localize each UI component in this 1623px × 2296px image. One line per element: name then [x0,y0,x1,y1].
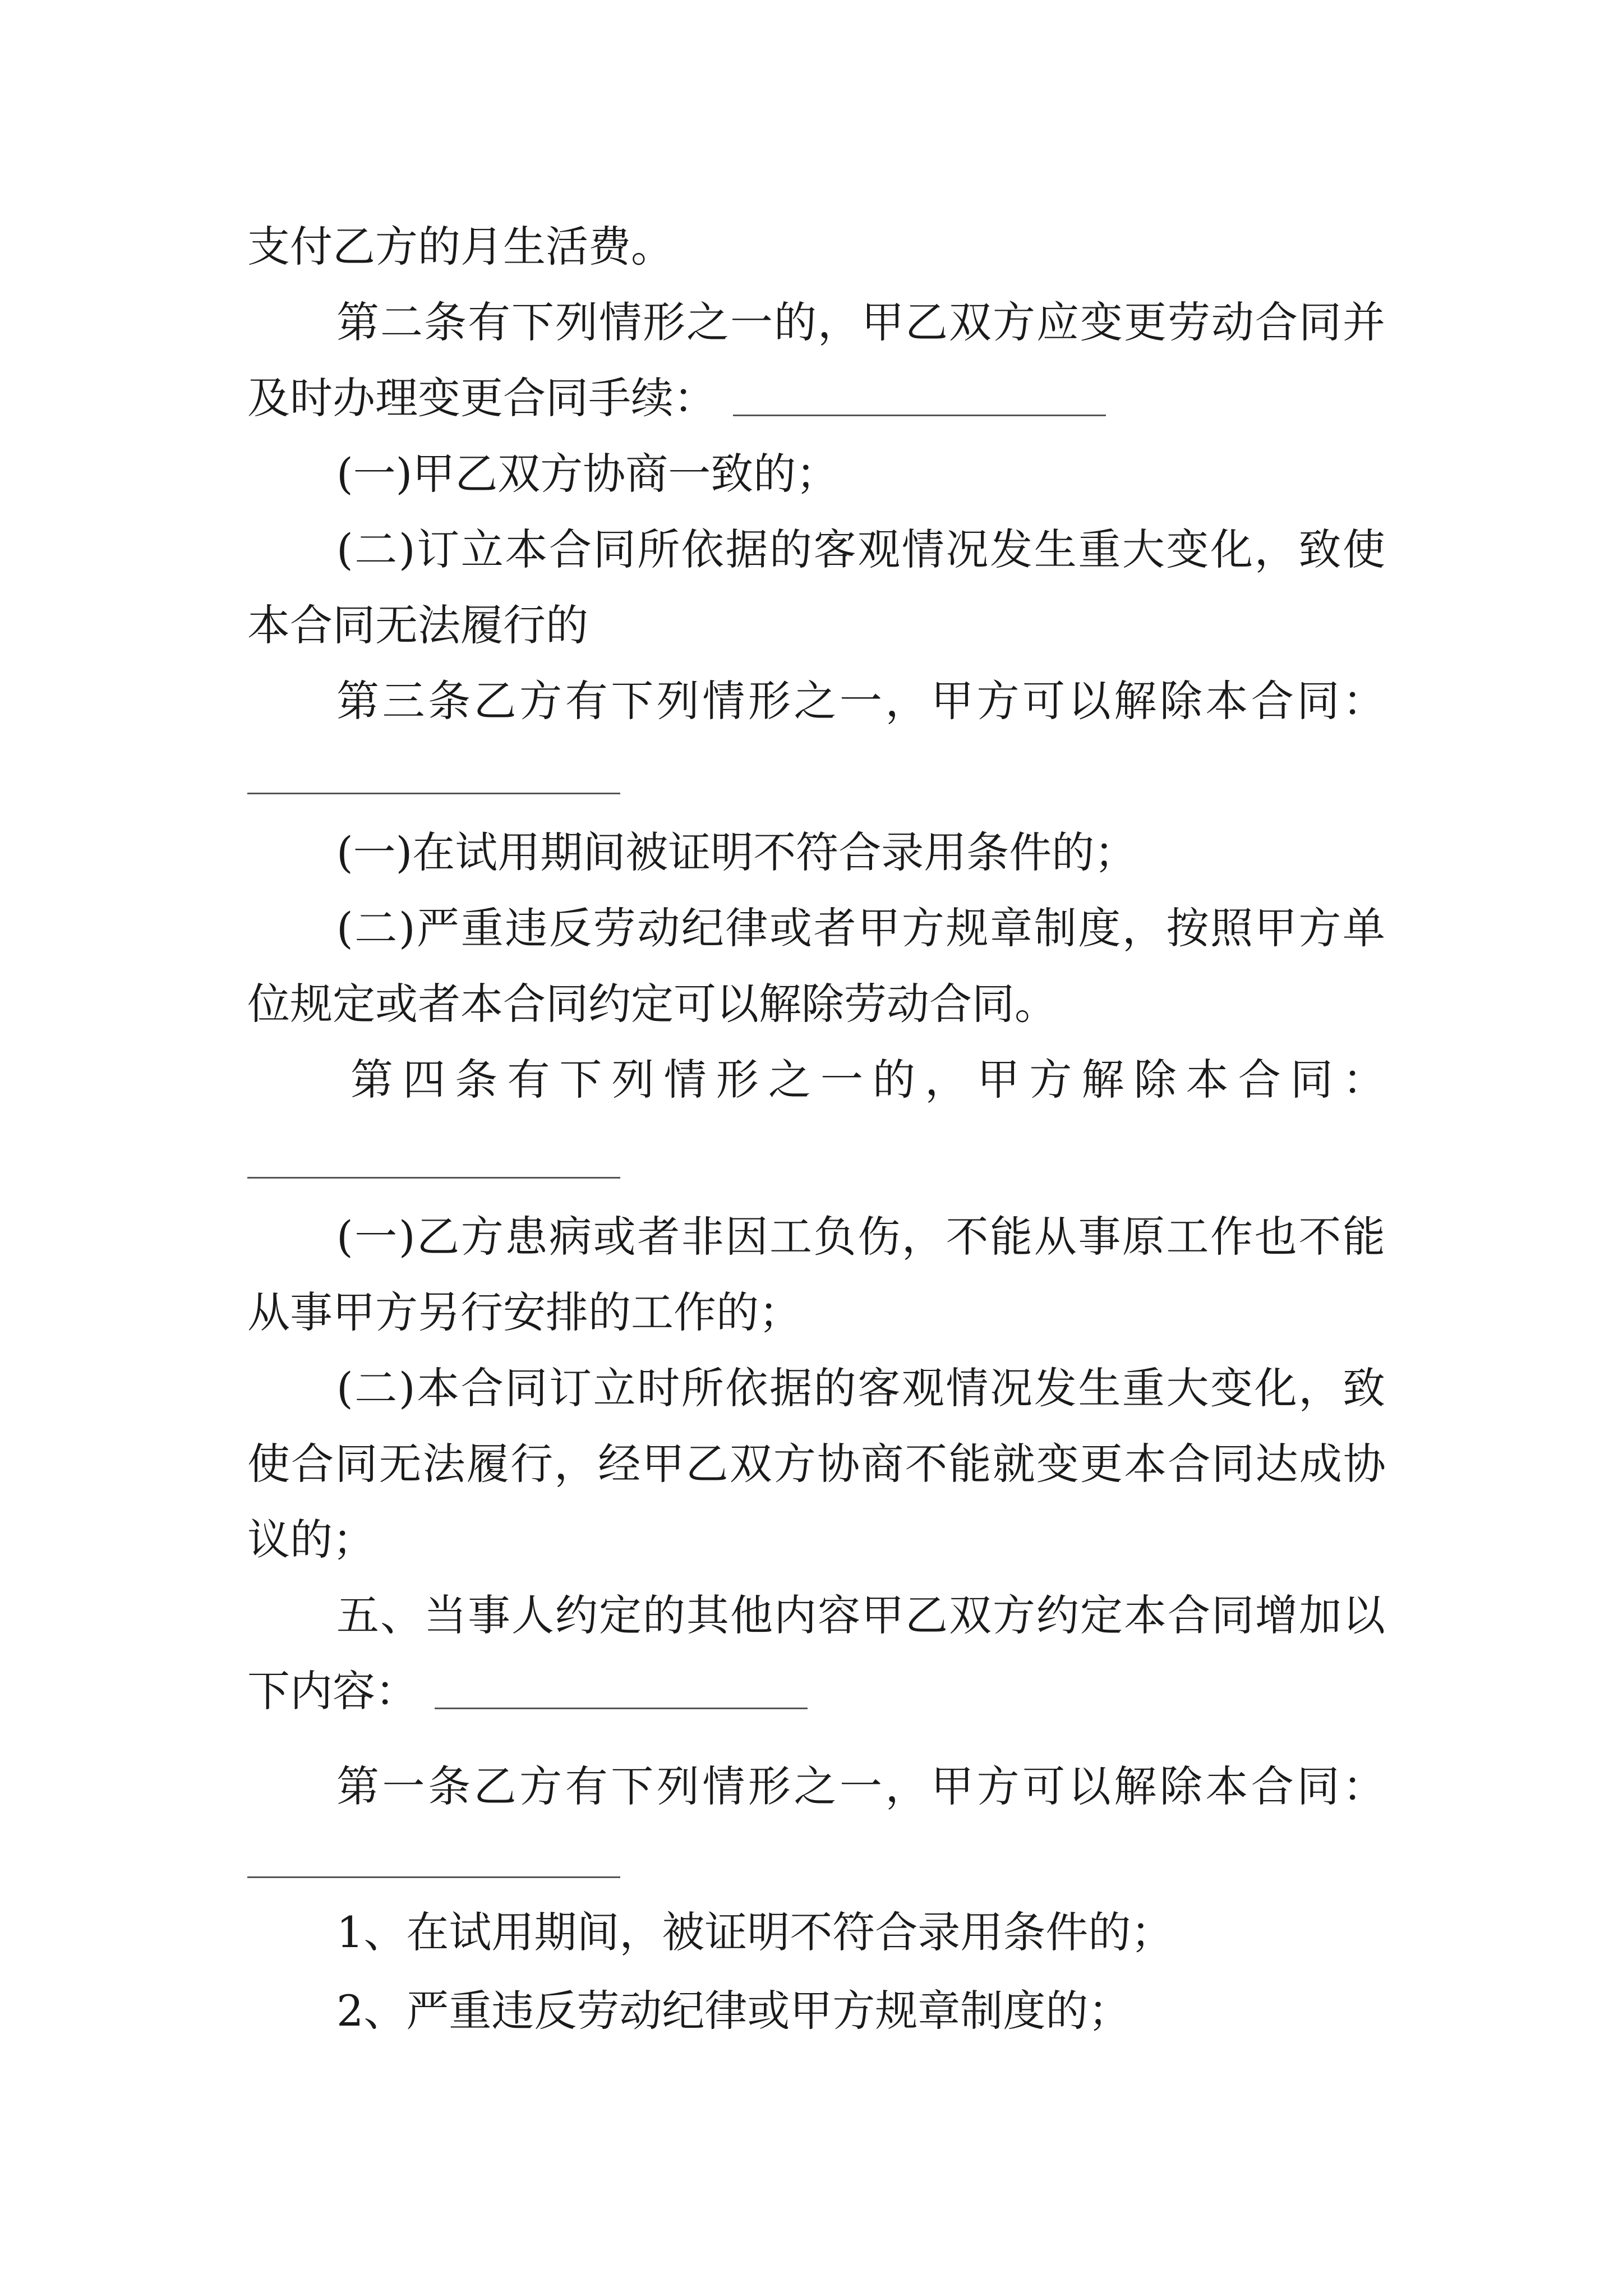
fill-in-blank [247,1876,620,1878]
paragraph-line: 支付乙方的月生活费。 [247,222,674,272]
article-heading: 第四条有下列情形之一的，甲方解除本合同： [351,1055,1385,1105]
paragraph-line: 使合同无法履行，经甲乙双方协商不能就变更本合同达成协 [247,1439,1386,1489]
fill-in-blank [247,793,620,794]
list-item: (二)严重违反劳动纪律或者甲方规章制度，按照甲方单 [336,903,1385,953]
list-item: 1、在试用期间，被证明不符合录用条件的； [336,1907,1174,1957]
list-item: (二)本合同订立时所依据的客观情况发生重大变化，致 [336,1363,1385,1413]
article-heading: 第一条乙方有下列情形之一，甲方可以解除本合同： [336,1761,1385,1811]
fill-in-blank [435,1705,808,1709]
article-heading: 第三条乙方有下列情形之一，甲方可以解除本合同： [336,676,1385,726]
list-item: (一)在试用期间被证明不符合录用条件的； [336,827,1137,877]
paragraph-line: 议的； [247,1515,375,1565]
paragraph-line [247,1660,1386,1722]
section-heading: 五、当事人约定的其他内容甲乙双方约定本合同增加以 [336,1590,1385,1640]
article-heading: 第二条有下列情形之一的，甲乙双方应变更劳动合同并 [336,297,1385,347]
list-item: (二)订立本合同所依据的客观情况发生重大变化，致使 [336,524,1385,574]
paragraph-line: 位规定或者本合同约定可以解除劳动合同。 [247,979,1057,1029]
fill-in-blank [733,412,1106,416]
fill-in-blank [247,1177,620,1179]
paragraph-text: 及时办理变更合同手续： [247,373,716,423]
paragraph-line: 本合同无法履行的 [247,600,588,650]
paragraph-text: 下内容： [247,1666,418,1716]
paragraph-line [247,367,1386,429]
list-item: (一)甲乙双方协商一致的； [336,449,839,499]
paragraph-line: 从事甲方另行安排的工作的； [247,1287,801,1337]
list-item: (一)乙方患病或者非因工负伤，不能从事原工作也不能 [336,1212,1385,1262]
list-item: 2、严重违反劳动纪律或甲方规章制度的； [336,1986,1131,2036]
